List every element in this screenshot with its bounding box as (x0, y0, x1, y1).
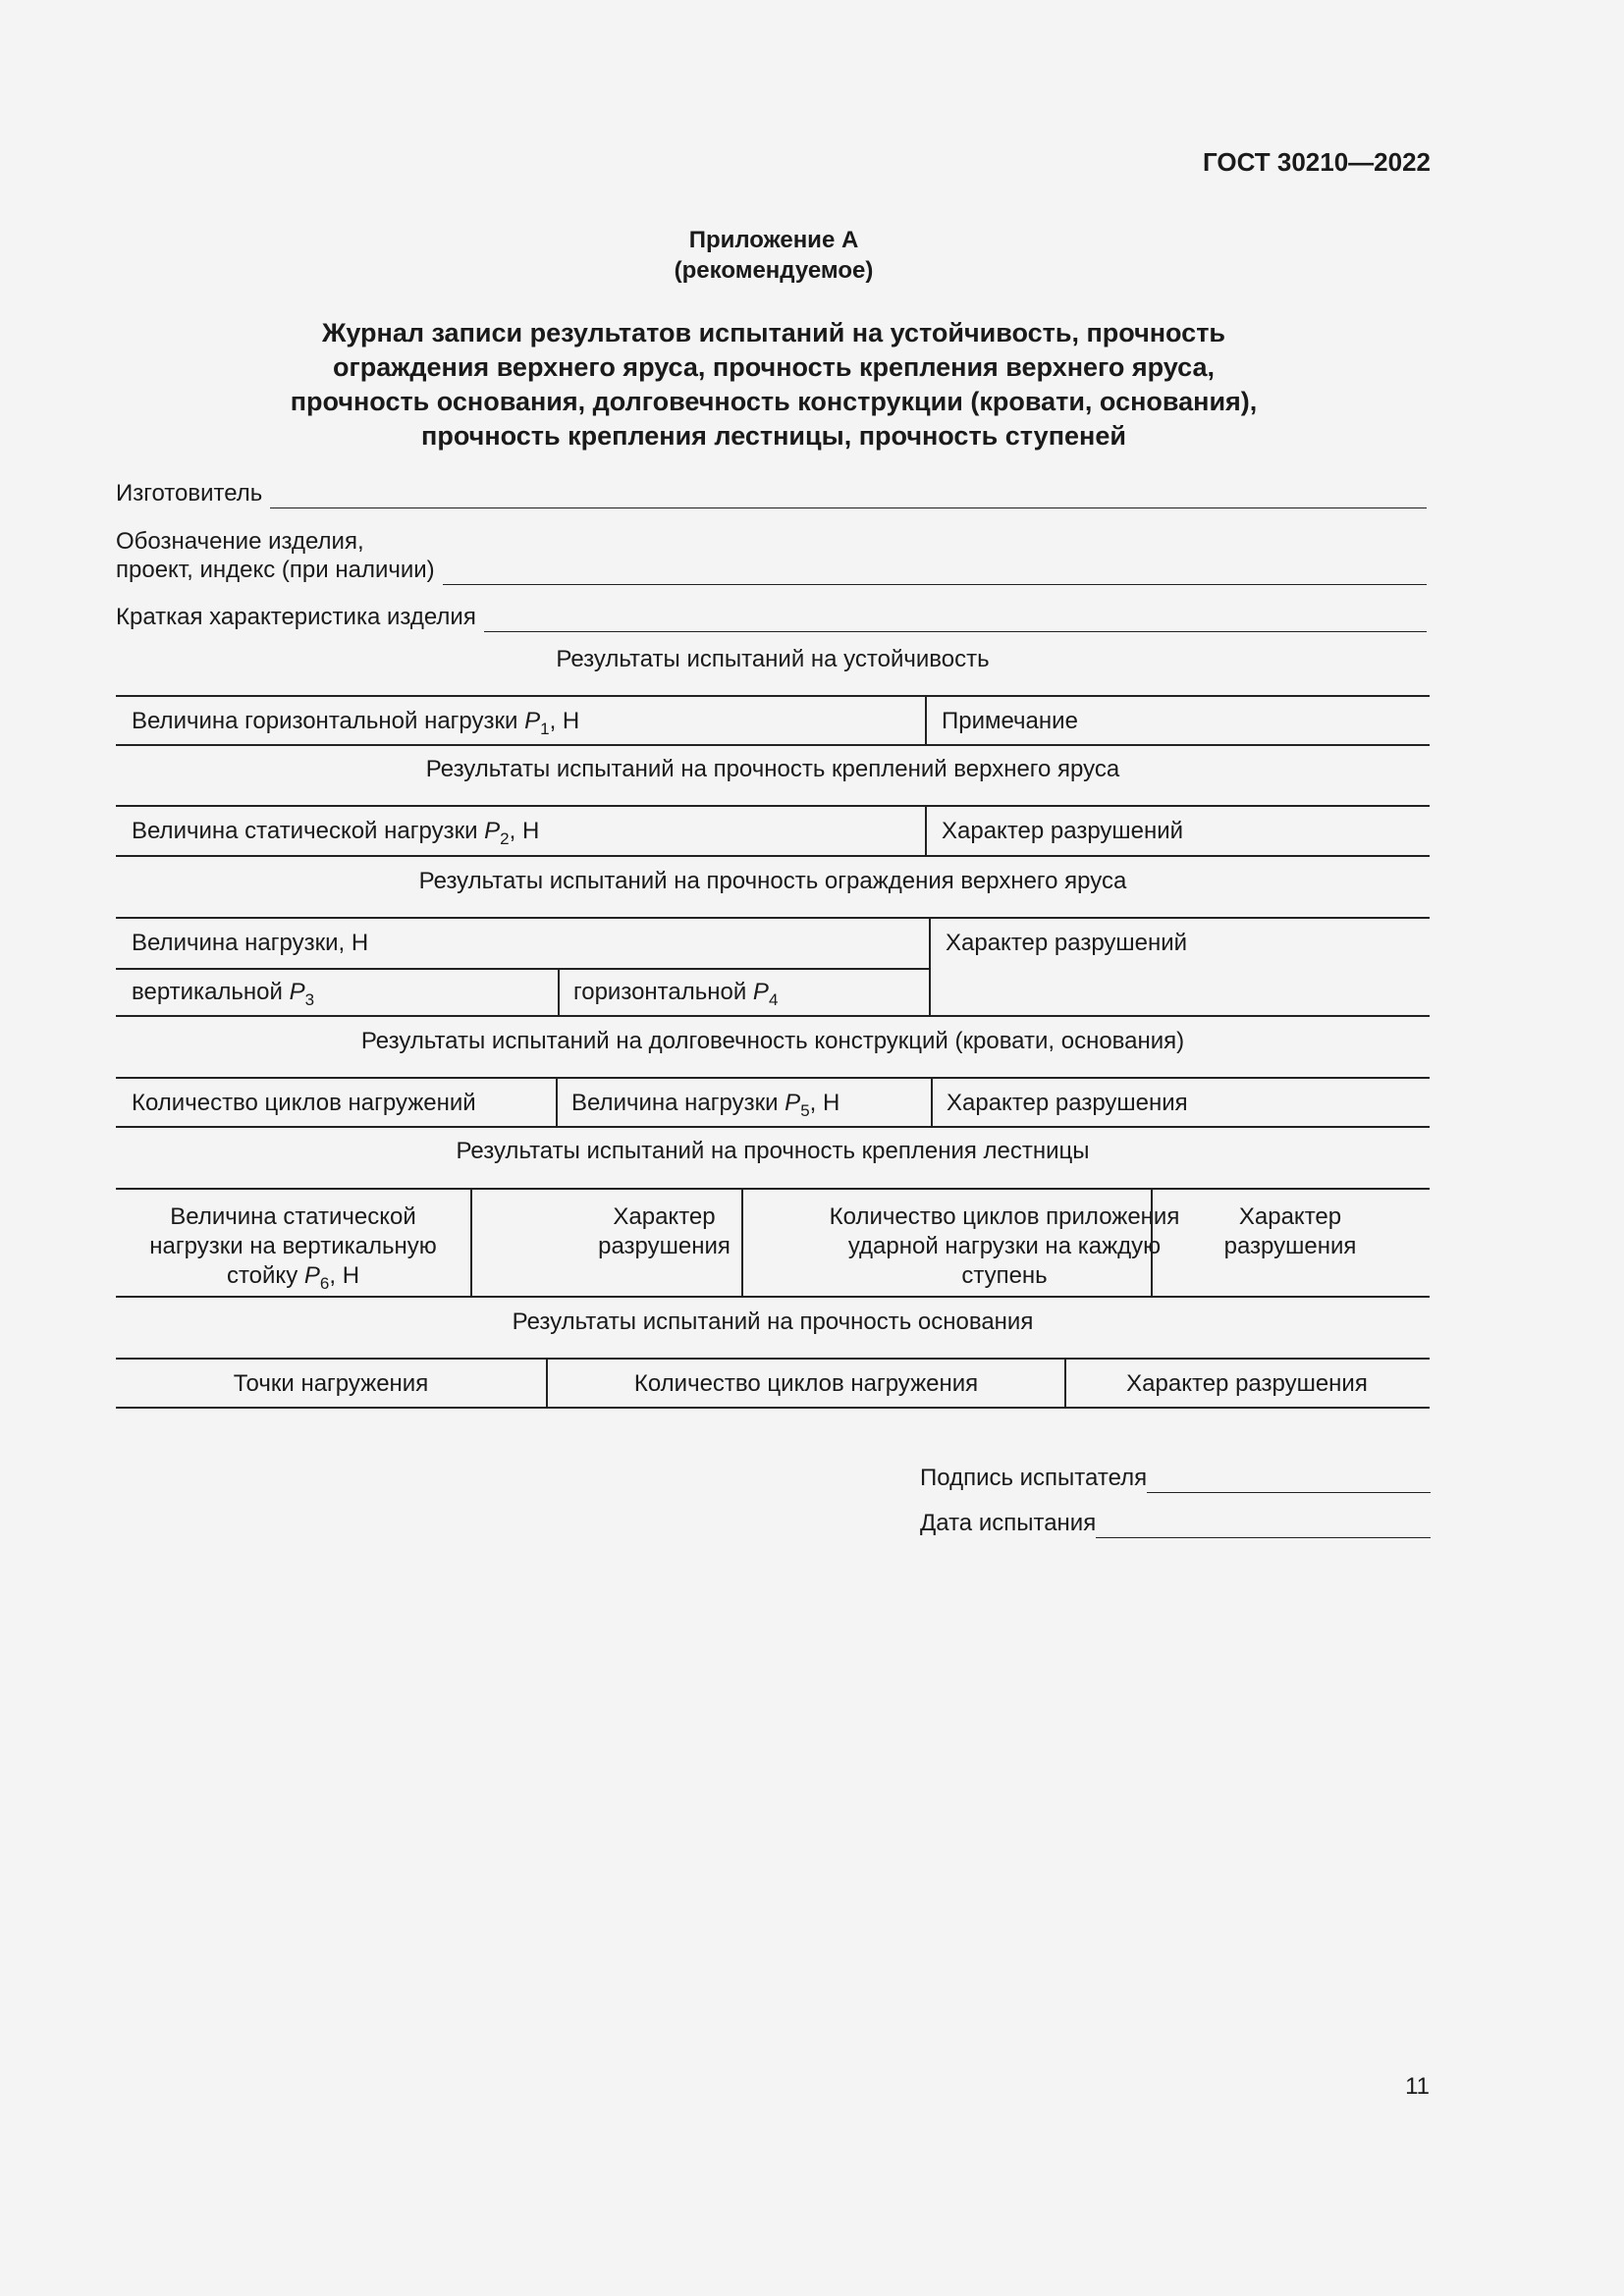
base-col-cycles: Количество циклов нагружения (633, 1370, 979, 1397)
designation-line[interactable] (443, 559, 1427, 585)
journal-title (196, 316, 1351, 454)
ladder-col-static-load: Величина статической нагрузки на вертикальную стойку $P_6$, Н (149, 1203, 437, 1293)
appendix-type: (рекомендуемое) (674, 257, 874, 284)
page-number: 11 (1405, 2073, 1430, 2100)
ladder-col-damage-2: Характер разрушения (1223, 1203, 1357, 1259)
base-col-points: Точки нагружения (233, 1370, 429, 1397)
manufacturer-label: Изготовитель (116, 480, 263, 507)
durability-col-damage: Характер разрушения (947, 1090, 1188, 1116)
durability-col-load: Величина нагрузки $P_5$, Н (571, 1090, 840, 1120)
column-divider (929, 919, 931, 1015)
ladder-caption: Результаты испытаний на прочность крепления лестницы (456, 1138, 1090, 1164)
tester-signature-field (920, 1464, 1431, 1493)
test-date-field (920, 1509, 1431, 1538)
column-divider (558, 968, 560, 1015)
ladder-col-impact-cycles: Количество циклов приложения ударной нагрузки на каждую ступень (829, 1203, 1180, 1289)
manufacturer-line[interactable] (270, 482, 1427, 508)
title-line: прочность крепления лестницы, прочность ступеней (421, 421, 1126, 451)
upper-fence-damage: Характер разрушений (946, 930, 1188, 956)
designation-field (116, 555, 1427, 585)
upper-mount-col-load: Величина статической нагрузки $P_2$, Н (132, 818, 540, 848)
tester-signature-line[interactable] (1147, 1468, 1431, 1493)
stability-col-note: Примечание (942, 708, 1078, 734)
tester-signature-label: Подпись испытателя (920, 1465, 1148, 1491)
durability-col-cycles: Количество циклов нагружений (132, 1090, 476, 1116)
upper-mount-col-damage: Характер разрушений (942, 818, 1184, 844)
designation-label: проект, индекс (при наличии) (116, 557, 435, 583)
title-line: прочность основания, долговечность конструкции (кровати, основания), (290, 387, 1258, 416)
test-date-label: Дата испытания (920, 1510, 1097, 1536)
test-date-line[interactable] (1096, 1514, 1431, 1538)
upper-fence-horizontal: горизонтальной $P_4$ (573, 979, 779, 1009)
title-line: Журнал записи результатов испытаний на устойчивость, прочность (321, 318, 1226, 347)
brief-line[interactable] (484, 606, 1427, 632)
column-divider (931, 1079, 933, 1126)
base-table (116, 1358, 1430, 1409)
appendix-heading (0, 225, 1547, 286)
designation-label-line1: Обозначение изделия, (116, 528, 364, 555)
stability-table (116, 695, 1430, 746)
manufacturer-field (116, 478, 1427, 508)
ladder-col-damage-1: Характер разрушения (598, 1203, 731, 1259)
stability-col-load: Величина горизонтальной нагрузки $P_1$, Н (132, 708, 580, 738)
base-caption: Результаты испытаний на прочность основания (512, 1308, 1034, 1335)
ladder-table (116, 1188, 1430, 1298)
durability-table (116, 1077, 1430, 1128)
upper-fence-load-header: Величина нагрузки, Н (132, 930, 369, 956)
row-divider (116, 968, 929, 970)
brief-field (116, 602, 1427, 632)
upper-mount-table (116, 805, 1430, 857)
upper-fence-table (116, 917, 1430, 1017)
appendix-label: Приложение А (688, 227, 859, 253)
durability-caption: Результаты испытаний на долговечность конструкций (кровати, основания) (360, 1028, 1185, 1054)
column-divider (556, 1079, 558, 1126)
standard-number: ГОСТ 30210—2022 (1203, 147, 1431, 177)
brief-label: Краткая характеристика изделия (116, 604, 476, 630)
upper-fence-caption: Результаты испытаний на прочность ограждения верхнего яруса (418, 868, 1127, 894)
title-line: ограждения верхнего яруса, прочность крепления верхнего яруса, (332, 352, 1216, 382)
column-divider (925, 697, 927, 744)
base-col-damage: Характер разрушения (1126, 1370, 1368, 1397)
column-divider (925, 807, 927, 855)
stability-caption: Результаты испытаний на устойчивость (556, 646, 990, 672)
upper-mount-caption: Результаты испытаний на прочность креплений верхнего яруса (425, 756, 1120, 782)
upper-fence-vertical: вертикальной $P_3$ (132, 979, 315, 1009)
